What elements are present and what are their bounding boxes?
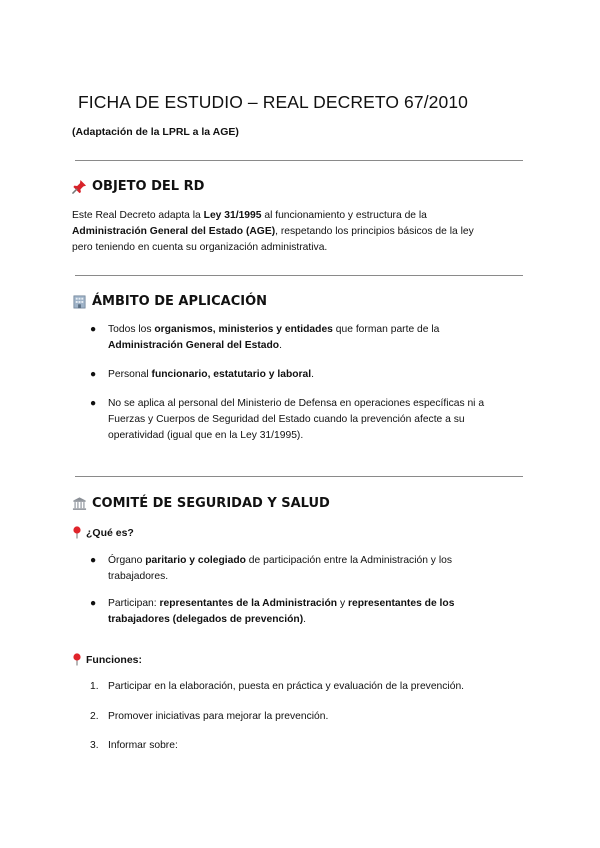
numbered-item <box>90 738 178 754</box>
section-heading-ambito <box>72 294 267 309</box>
bullet-dot: ● <box>90 598 97 609</box>
objeto-text-2: al funcionamiento y estructura de la <box>261 210 427 221</box>
objeto-text-3: , respetando los principios básicos de la ley <box>275 226 474 237</box>
round-pushpin-icon <box>72 526 82 539</box>
list-item-text: Órgano paritario y colegiado de participación entre la Administración y los trabajadores. <box>108 555 452 582</box>
subheading-funciones <box>72 653 142 666</box>
classical-building-icon <box>72 496 87 511</box>
subheading-que-es-label: ¿Qué es? <box>86 526 134 539</box>
list-item <box>90 322 520 354</box>
list-item-text: No se aplica al personal del Ministerio de Defensa en operaciones específicas ni a Fuerzas y Cuerpos de Seguridad del Estado cuando la prevención afecte a su operatividad (igual que en la Ley 31/1995). <box>108 398 485 441</box>
objeto-text-1: Este Real Decreto adapta la <box>72 210 204 221</box>
round-pushpin-icon <box>72 653 82 666</box>
item-number: 3. <box>90 740 99 751</box>
list-item-text: Participan: representantes de la Administración y representantes de los trabajadores (delegados de prevención). <box>108 598 455 625</box>
document-subtitle: (Adaptación de la LPRL a la AGE) <box>72 126 239 138</box>
office-building-icon <box>72 294 87 309</box>
document-title: FICHA DE ESTUDIO – REAL DECRETO 67/2010 <box>78 92 469 112</box>
item-number: 1. <box>90 681 99 692</box>
bullet-dot: ● <box>90 398 97 409</box>
list-item <box>90 367 520 383</box>
subheading-que-es <box>72 526 134 539</box>
numbered-item-text: Informar sobre: <box>108 740 178 751</box>
bullet-dot: ● <box>90 369 97 380</box>
objeto-text-4: pero teniendo en cuenta su organización administrativa. <box>72 242 328 253</box>
pushpin-icon <box>72 179 87 194</box>
divider <box>75 476 523 477</box>
subheading-funciones-label: Funciones: <box>86 653 143 666</box>
list-item-text: Personal funcionario, estatutario y laboral. <box>108 369 315 380</box>
numbered-item-text: Promover iniciativas para mejorar la prevención. <box>108 711 329 722</box>
objeto-paragraph <box>72 208 530 256</box>
objeto-text-law: Ley 31/1995 <box>203 210 262 221</box>
divider <box>75 275 523 276</box>
section-heading-objeto <box>72 179 204 194</box>
numbered-item-text: Participar en la elaboración, puesta en práctica y evaluación de la prevención. <box>108 681 465 692</box>
section-heading-ambito-label: ÁMBITO DE APLICACIÓN <box>92 294 268 309</box>
item-number: 2. <box>90 711 99 722</box>
list-item-text: Todos los organismos, ministerios y entidades que forman parte de la Administración General del Estado. <box>108 324 440 351</box>
list-item <box>90 553 520 585</box>
section-heading-comite <box>72 496 330 511</box>
objeto-text-age: Administración General del Estado (AGE) <box>72 226 276 237</box>
numbered-item <box>90 709 328 725</box>
bullet-dot: ● <box>90 555 97 566</box>
bullet-dot: ● <box>90 324 97 335</box>
numbered-item <box>90 679 464 695</box>
section-heading-objeto-label: OBJETO DEL RD <box>92 179 205 194</box>
list-item <box>90 396 520 444</box>
list-item <box>90 596 520 628</box>
divider <box>75 160 523 161</box>
section-heading-comite-label: COMITÉ DE SEGURIDAD Y SALUD <box>92 496 330 511</box>
